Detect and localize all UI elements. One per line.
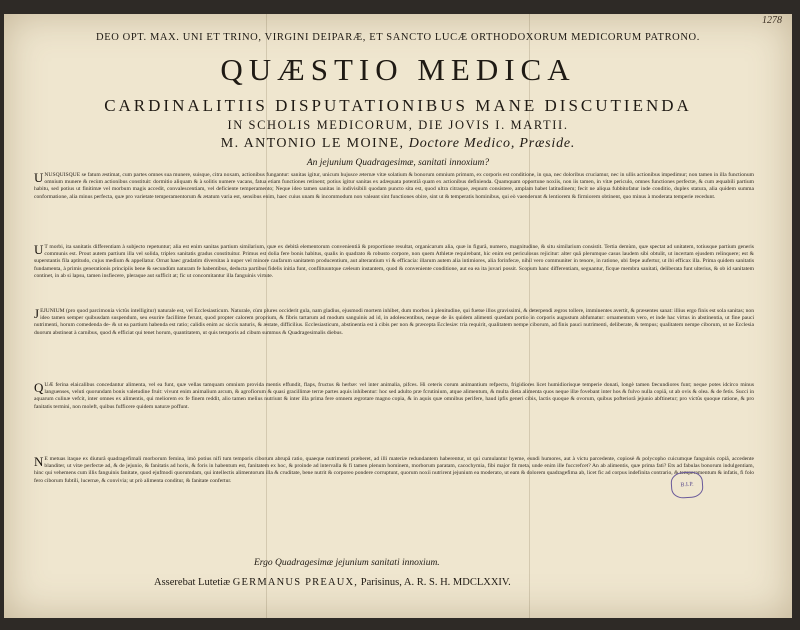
paragraph <box>34 172 754 240</box>
dedication: DEO OPT. MAX. UNI ET TRINO, VIRGINI DEIPARÆ, ET SANCTO LUCÆ ORTHODOXORUM MEDICORUM PATRONO. <box>96 32 700 43</box>
drop-cap: U <box>34 172 44 185</box>
page-number: 1278 <box>762 15 782 26</box>
defender-name: GERMANUS PREAUX, <box>232 576 359 588</box>
paragraph-text: EJUNIUM (pro quod parcimonia victûs intelligitur) naturale est, vel Ecclesiasticum. Naturale, cùm plures occiderit gula, nam gladius, ejusmodi mortem inhibet, dum morbos à plenitudine, qui fuetse illos gravissimi, & deterpendi ægros tollere, imminentes avertit, & præsentes sanat: illius ergo finis est sola sanitas; non ideo tamen semper quibusdam suspendum, seu esurire facillime ferunt, quod propter calorem proprium, & fibris tartarum ad modum sanguinis ad id, in adolescentibus, neque de iis quidem alimenti quædam portio in corporis augustum abfumatur: ornamentum vero, et inde hac virtus in abstinentia, ut fine pauci nutrimenti, horum comedenda de- & ut ea partium habenda est ratio; calidis enim ac siccis naturis, & æstate, difficilius. Ecclesiasticum, abstinentia est à cibis per non & præcepta Ecclesiæ: tria requirit, qualitatem nempe ciborum, ad finis pauci nutrimenti, deliberate, & tempus; qualitatem nempe ciborum, ut ne Ecclesia duorum abstineat à carnibus, quod & efficiat qui tenet horum, quantitatem, ut quis temporis ad cibum summus & Quadragesimalis diebus. <box>34 308 754 336</box>
paragraph-text: T morbi, ita sanitatis differentiam à subjecto repetuntur; alia est enim sanitas partium similarium, quæ ex debitâ elementorum convenientiâ & proportione resultat, organicarum alia, quæ in figurâ, numero, magnitudine, & situ similarium consistit. Tertia demùm, quæ spectat ad unitatem, totiusque partium generis communis est. Prout autem partium illa vel solida, triplex sanitatis gradus constituitur. Primus est dolia fere bonis habitus, qualis in quadrato & robusto corpore, non quem Athletæ requirebant, hic enim est periculosus rejicitur: alter quâ plerumque casus laudem sibi obtulit, ut incertam ejusdem relinquere; est & superstantis fila aptitudo, cujus medium & appellatur. Ornat haec gradatim diversitas à nuper vel minore caufarum sanitatem producentium, aut alterantium vi & efficacia: illarum autem alia intimiores, alia forinfecæ, nihil vero communiter in tenore, in ratione, ubi fæpe aufertur, ut ibi efficax illa. Prima quidem sanitatis fundamenta, à primis generationis principiis bene & secundùm naturam fe habentibus, deducta partibus fidelis initia funt, conflituuntque cæleum instantem, quod & conveniente conditione, aut ea ea ita juvari possit. Scopum hanc differentiam, seguantur, ficque membra sanitati, deliberata funt ulterius, & ob id sanitatem continet, in ab si lapsu, tamen insfiecere, pleraque aut sufficit at; fic ut concomitantur illa fanguinis virtute. <box>34 244 754 279</box>
drop-cap: U <box>34 244 44 257</box>
drop-cap: N <box>34 456 44 469</box>
paragraph <box>34 308 754 378</box>
document-page <box>4 14 792 618</box>
paragraph <box>34 382 754 452</box>
defense-prefix: Asserebat Lutetiæ <box>154 576 231 588</box>
paragraph-text: E metuas itaque ex diuturâ quadragefimali morborum femina, imò potius nifi tum temporis ciborum abrupâ ratio, quaeque nutrimenti præberet, ad illi materiæ redundantem haberentur, ut qui cumulantur hyeme, eundi humores, aut à victu parcedente, copiosè & polycopho cuicumque fanguinis copiâ, accedente blanditer, ut vitæ perfectæ ad, & de jejunio, & fanitatis ad horis, & foris in habentum est, fanitatem ex hoc, & proinde ad intervalla & fi tamen plenum hominem, morborum paratam, cacochymia, fibi major fit meta, unde enim ille fuccrefcet? An ab alimentis, quæ prima fati? Ets ad fabulas bonorum indulgentiam, hinc qui vehemens cum illis fanguinis fanitate, quod ejufmodi quorumdam, qui intellectis alimentorum illa & cruditate, bene nutrit & corporeo pondere corruptunt, quorum noxii nutrirent jejunium ea moderato, ut eam & dolorem quadragefima ab, licet fic ad corpus indefinita contrario, & temperamentum & infatis, fi folo fero ciborum fubtili, lucernæ, & convivia; ut prò alimenta conditur, & fanitate confertur. <box>34 456 754 484</box>
president-name: M. ANTONIO LE MOINE, <box>220 136 405 151</box>
drop-cap: Q <box>34 382 44 395</box>
conclusion: Ergo Quadragesimæ jejunium sanitati innoxium. <box>254 557 440 568</box>
paragraph <box>34 456 754 528</box>
thesis-question: An jejunium Quadragesimæ, sanitati innoxium? <box>306 158 490 168</box>
drop-cap: J <box>34 308 40 321</box>
subtitle: CARDINALITIIS DISPUTATIONIBUS MANE DISCUTIENDA <box>104 96 692 115</box>
president-title: Doctore Medico, Præside. <box>408 136 576 151</box>
venue-date: IN SCHOLIS MEDICORUM, DIE JOVIS I. MARTII. <box>227 118 569 132</box>
page-title: QUÆSTIO MEDICA <box>220 52 576 87</box>
paragraph-text: NUSQUISQUE se fatum æstimat, cum partes omnes sua munere, suisque, citra noxam, actionibus fungantur: sanitas igitur, unicum hujusce æternæ vitæ solatium & bonorum omnium primum, ex corporis est conditione, in qua, nec doloribus cruciamur, nec in ullis actionibus impedimur; non tamen in illa functionum omnium munere & recùm actionibus constituit: dormitio aliquam & à solitis numere vacans, fatua etiam functiones retinent; potius igitur sanitas ex adæquata potentiâ quam ex actionibus definienda. Quamquam opportune noxiis, non iis tamen, in vitæ periculo, omnes functiones perfectæ, & cum æquabili partium habitu, sed potius ut finitimæ vel morbum magis accedit, convalescentiam, vel deficiente temperamento; Neque ideo tamen sanitas in indivisibili quodam puncto sita est, quod ultra citraque, æquum consistere, amplam habet latitudinem; fecit ne aliqua fubbitofatur inde conditio, duplex statura, alia quidem summa conformatione, alia minus perfecta, quæ pro varietate temperamentorum & ætatum varia est, sensibus enim, haec cuius unam & incommodum non valeant sint functiones obire, sint ut & temperatis hominibus, qui eò vaenderunt & lentiorem & firmiorem obtinent, quo minus à moderata temperie recedunt. <box>34 172 754 200</box>
paragraph <box>34 244 754 304</box>
president-line <box>4 136 792 152</box>
defense-suffix: Parisinus, A. R. S. H. MDCLXXIV. <box>360 576 511 588</box>
defense-line <box>154 577 511 588</box>
library-stamp: B.I.P. <box>670 471 704 499</box>
paragraph-text: UÆ ferina elaicalibus concedantur alimenta, vel ea funt, quæ vellas tamquam omnium provida mentis effundit, flaps, fructus & herbæ: vel inter animalia, pifces. Hi ceteris corum animantium refpectu, frigidiores licet humidiorisque temperie donati, longè tamen fæcundiores funt; neque potes idcirco minus languenses, veluti quorundam bonis valetudine fruit: vivunt enim animalium arcum, & agrofiorum & quasi gracillimæ terræ partes aquis inhibentur: hoc sed adulto præ fcrutinium, atque alimentum, & multa dieta alimenta quos neque illæ fovebant inter hos & fulvo nulla copiâ, ut ab ovis & olea. & de fetis. Succi in aquarum culinæ vefcit, inter omnes ex alimentis, qui meliorem ex fe finem reddit, alio tamen melius nutriunt & inter illa prima fere omnem ægrotare magno copia, & in aquis quæ omnibus perifere, haud ipfis generi cibis, lactis quoque & ovorum, quibus pofteriorâ jejunio abftinetur; pro victûs quoque ratione, & pro fanitatis termini, non moleft, quibus fufficere quidem naturæ poffunt. <box>34 382 754 410</box>
